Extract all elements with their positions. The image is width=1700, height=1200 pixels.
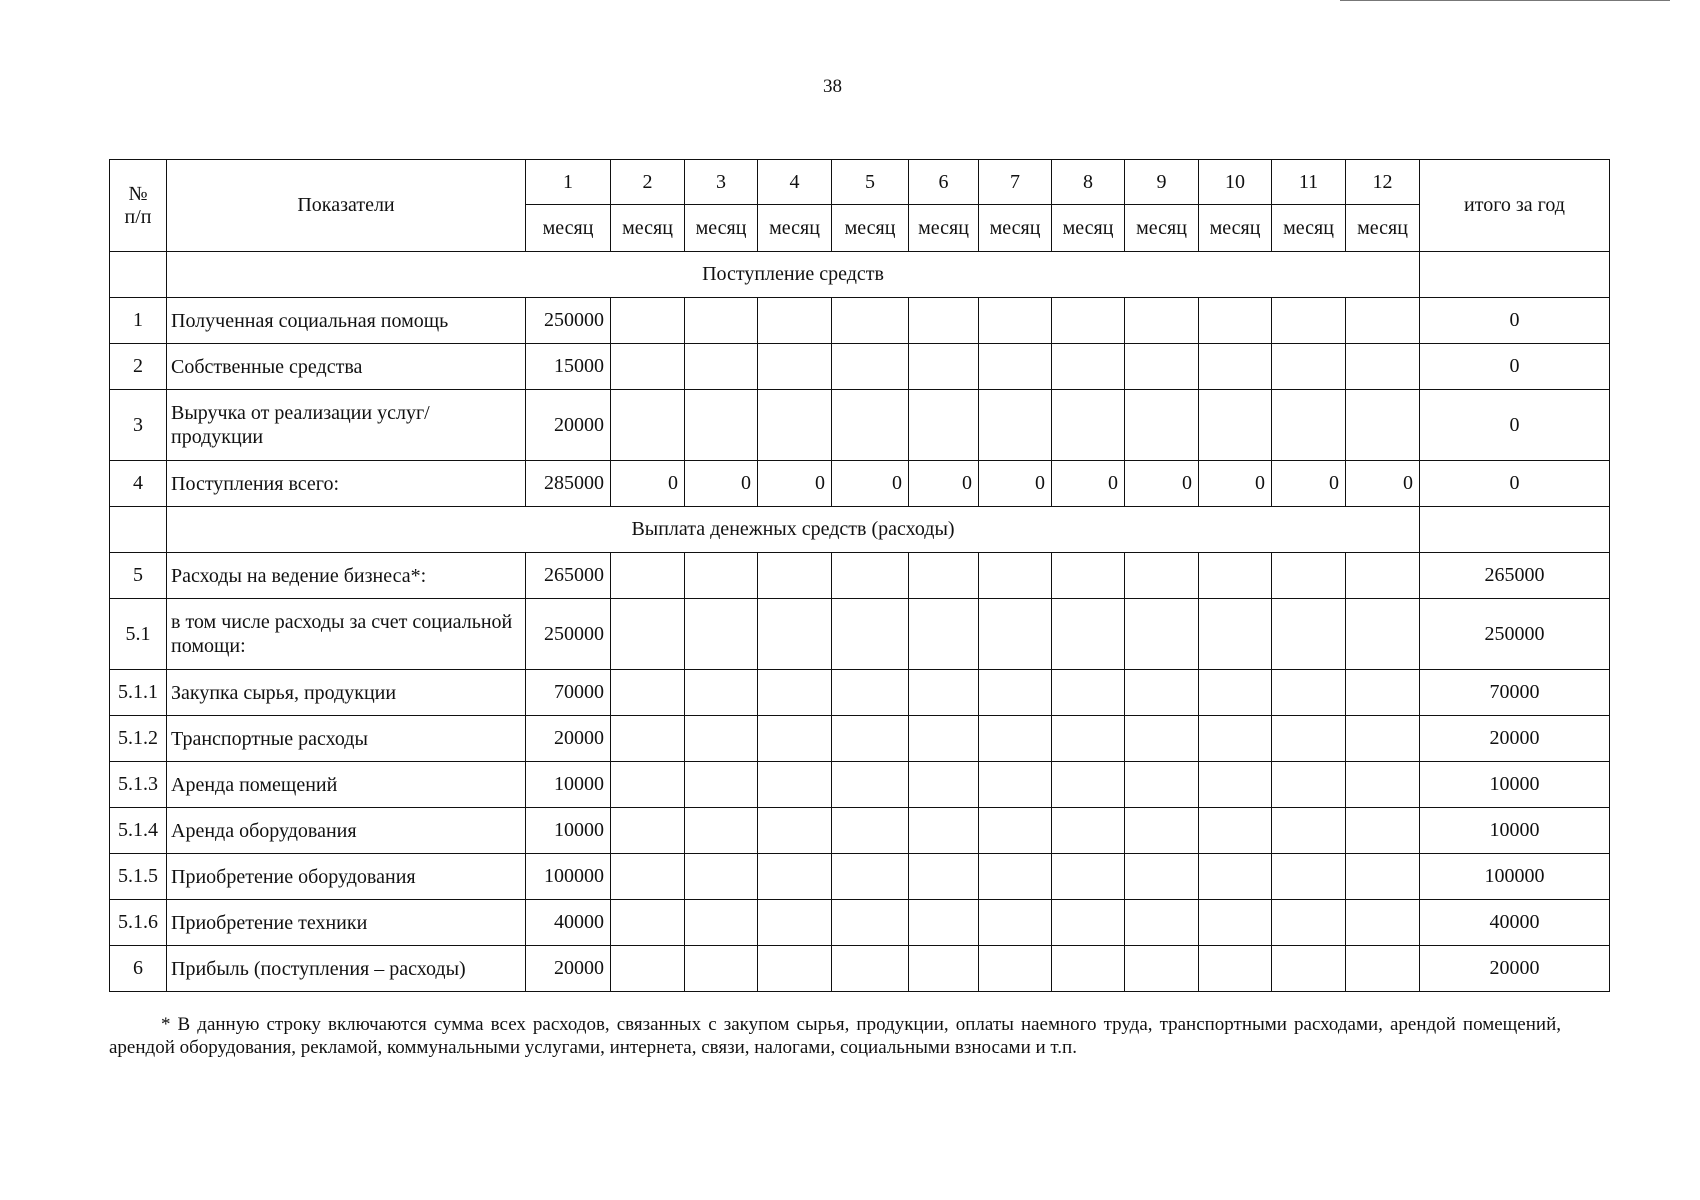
header-month-word: месяц <box>1052 205 1125 252</box>
month-value-cell <box>1125 808 1199 854</box>
row-total: 0 <box>1420 298 1610 344</box>
section-num-cell <box>110 507 167 553</box>
table-row <box>110 670 1610 716</box>
row-label: Закупка сырья, продукции <box>167 670 526 716</box>
month-value-cell <box>832 808 909 854</box>
header-month-word: месяц <box>1346 205 1420 252</box>
cash-flow-table <box>109 159 1610 992</box>
month-value-cell <box>1125 762 1199 808</box>
month-value-cell <box>979 900 1052 946</box>
month-value-cell: 20000 <box>526 390 611 461</box>
month-value-cell <box>611 670 685 716</box>
header-month-number: 3 <box>685 160 758 205</box>
row-label: Расходы на ведение бизнеса*: <box>167 553 526 599</box>
month-value-cell <box>611 900 685 946</box>
month-value-cell <box>611 599 685 670</box>
month-value-cell <box>909 298 979 344</box>
row-total: 0 <box>1420 390 1610 461</box>
month-value-cell <box>1346 344 1420 390</box>
month-value-cell <box>1272 553 1346 599</box>
header-month-number: 2 <box>611 160 685 205</box>
header-month-word: месяц <box>979 205 1052 252</box>
month-value-cell <box>1052 946 1125 992</box>
month-value-cell <box>1052 553 1125 599</box>
month-value-cell <box>685 298 758 344</box>
header-month-word: месяц <box>1125 205 1199 252</box>
month-value-cell <box>758 900 832 946</box>
month-value-cell: 15000 <box>526 344 611 390</box>
month-value-cell <box>832 599 909 670</box>
table-row <box>110 946 1610 992</box>
header-num-text: № <box>128 182 148 205</box>
month-value-cell <box>1199 298 1272 344</box>
month-value-cell <box>1125 344 1199 390</box>
month-value-cell <box>611 716 685 762</box>
month-value-cell <box>909 900 979 946</box>
month-value-cell <box>1052 390 1125 461</box>
row-total: 10000 <box>1420 808 1610 854</box>
month-value-cell <box>832 298 909 344</box>
section-header-row <box>110 507 1610 553</box>
month-value-cell <box>758 854 832 900</box>
month-value-cell <box>1272 344 1346 390</box>
month-value-cell <box>1052 298 1125 344</box>
month-value-cell <box>1272 900 1346 946</box>
month-value-cell <box>1272 298 1346 344</box>
month-value-cell: 0 <box>685 461 758 507</box>
month-value-cell <box>832 670 909 716</box>
section-title: Поступление средств <box>167 252 1420 298</box>
month-value-cell <box>611 854 685 900</box>
month-value-cell <box>979 854 1052 900</box>
month-value-cell: 0 <box>979 461 1052 507</box>
month-value-cell <box>1199 900 1272 946</box>
section-header-row <box>110 252 1610 298</box>
row-total: 100000 <box>1420 854 1610 900</box>
month-value-cell <box>758 946 832 992</box>
table-row <box>110 854 1610 900</box>
month-value-cell: 285000 <box>526 461 611 507</box>
table-row <box>110 599 1610 670</box>
row-number: 5 <box>110 553 167 599</box>
table-row <box>110 461 1610 507</box>
month-value-cell: 0 <box>1052 461 1125 507</box>
month-value-cell <box>1346 900 1420 946</box>
month-value-cell <box>979 344 1052 390</box>
month-value-cell <box>832 854 909 900</box>
month-value-cell: 100000 <box>526 854 611 900</box>
month-value-cell <box>685 946 758 992</box>
row-total: 40000 <box>1420 900 1610 946</box>
header-month-number: 12 <box>1346 160 1420 205</box>
month-value-cell <box>909 670 979 716</box>
header-month-number: 9 <box>1125 160 1199 205</box>
month-value-cell: 0 <box>1199 461 1272 507</box>
row-number: 1 <box>110 298 167 344</box>
table-row <box>110 298 1610 344</box>
table-row <box>110 344 1610 390</box>
month-value-cell <box>979 670 1052 716</box>
month-value-cell: 0 <box>611 461 685 507</box>
month-value-cell <box>1346 808 1420 854</box>
row-label: Поступления всего: <box>167 461 526 507</box>
month-value-cell <box>909 854 979 900</box>
month-value-cell <box>909 808 979 854</box>
month-value-cell <box>832 900 909 946</box>
row-total: 20000 <box>1420 946 1610 992</box>
month-value-cell <box>685 808 758 854</box>
row-number: 2 <box>110 344 167 390</box>
month-value-cell <box>832 762 909 808</box>
month-value-cell: 10000 <box>526 762 611 808</box>
month-value-cell <box>1272 946 1346 992</box>
month-value-cell <box>611 553 685 599</box>
row-label: Аренда оборудования <box>167 808 526 854</box>
month-value-cell <box>1272 716 1346 762</box>
month-value-cell <box>909 762 979 808</box>
month-value-cell <box>1125 670 1199 716</box>
month-value-cell <box>832 390 909 461</box>
month-value-cell <box>1125 553 1199 599</box>
month-value-cell <box>1346 670 1420 716</box>
month-value-cell <box>979 946 1052 992</box>
month-value-cell <box>611 808 685 854</box>
month-value-cell <box>979 553 1052 599</box>
table-row <box>110 390 1610 461</box>
month-value-cell <box>1272 762 1346 808</box>
month-value-cell: 70000 <box>526 670 611 716</box>
month-value-cell <box>611 946 685 992</box>
month-value-cell <box>1052 900 1125 946</box>
row-label: Прибыль (поступления – расходы) <box>167 946 526 992</box>
month-value-cell: 0 <box>1125 461 1199 507</box>
month-value-cell <box>1052 854 1125 900</box>
section-total-cell <box>1420 252 1610 298</box>
table-row <box>110 900 1610 946</box>
month-value-cell <box>1125 900 1199 946</box>
header-month-word: месяц <box>909 205 979 252</box>
row-label: Аренда помещений <box>167 762 526 808</box>
month-value-cell <box>1272 854 1346 900</box>
month-value-cell <box>758 599 832 670</box>
month-value-cell <box>1052 762 1125 808</box>
month-value-cell <box>611 762 685 808</box>
header-month-number: 5 <box>832 160 909 205</box>
row-label: Приобретение техники <box>167 900 526 946</box>
month-value-cell <box>1346 762 1420 808</box>
month-value-cell <box>1052 599 1125 670</box>
month-value-cell: 265000 <box>526 553 611 599</box>
header-month-word: месяц <box>685 205 758 252</box>
month-value-cell <box>1199 390 1272 461</box>
row-total: 20000 <box>1420 716 1610 762</box>
row-number: 5.1.1 <box>110 670 167 716</box>
month-value-cell <box>1125 390 1199 461</box>
row-number: 5.1.2 <box>110 716 167 762</box>
month-value-cell <box>685 900 758 946</box>
month-value-cell <box>909 344 979 390</box>
month-value-cell <box>685 553 758 599</box>
row-total: 250000 <box>1420 599 1610 670</box>
month-value-cell <box>1125 599 1199 670</box>
month-value-cell <box>909 946 979 992</box>
month-value-cell <box>979 599 1052 670</box>
month-value-cell <box>1272 670 1346 716</box>
month-value-cell <box>685 716 758 762</box>
month-value-cell <box>979 808 1052 854</box>
footnote: * В данную строку включаются сумма всех расходов, связанных с закупом сырья, продукции, оплаты наемного труда, транспортными расходами, арендой помещений, арендой оборудования, рекламой, коммунальными услугами, интернета, связи, налогами, социальными взносами и т.п. <box>109 1014 1561 1058</box>
row-number: 5.1 <box>110 599 167 670</box>
row-number: 5.1.3 <box>110 762 167 808</box>
header-total: итого за год <box>1420 160 1610 252</box>
row-total: 0 <box>1420 344 1610 390</box>
header-month-number: 6 <box>909 160 979 205</box>
month-value-cell <box>758 344 832 390</box>
month-value-cell <box>1052 716 1125 762</box>
month-value-cell <box>1199 344 1272 390</box>
month-value-cell <box>1199 854 1272 900</box>
row-total: 10000 <box>1420 762 1610 808</box>
row-total: 265000 <box>1420 553 1610 599</box>
month-value-cell <box>1272 390 1346 461</box>
month-value-cell <box>758 808 832 854</box>
header-month-word: месяц <box>526 205 611 252</box>
month-value-cell <box>758 553 832 599</box>
month-value-cell <box>611 344 685 390</box>
month-value-cell <box>832 553 909 599</box>
month-value-cell: 0 <box>909 461 979 507</box>
page-number: 38 <box>823 76 842 97</box>
month-value-cell: 0 <box>832 461 909 507</box>
row-number: 4 <box>110 461 167 507</box>
row-total: 70000 <box>1420 670 1610 716</box>
month-value-cell <box>1199 808 1272 854</box>
section-total-cell <box>1420 507 1610 553</box>
month-value-cell <box>1346 716 1420 762</box>
row-label: Транспортные расходы <box>167 716 526 762</box>
month-value-cell: 0 <box>758 461 832 507</box>
month-value-cell <box>611 298 685 344</box>
row-number: 5.1.5 <box>110 854 167 900</box>
header-month-number: 10 <box>1199 160 1272 205</box>
month-value-cell <box>685 762 758 808</box>
month-value-cell <box>909 599 979 670</box>
month-value-cell <box>832 344 909 390</box>
month-value-cell <box>1125 946 1199 992</box>
month-value-cell <box>909 553 979 599</box>
row-label: Приобретение оборудования <box>167 854 526 900</box>
month-value-cell <box>1125 298 1199 344</box>
row-total: 0 <box>1420 461 1610 507</box>
month-value-cell <box>1125 854 1199 900</box>
month-value-cell <box>758 390 832 461</box>
month-value-cell <box>1125 716 1199 762</box>
row-number: 3 <box>110 390 167 461</box>
month-value-cell <box>909 390 979 461</box>
month-value-cell <box>1199 553 1272 599</box>
month-value-cell <box>1052 808 1125 854</box>
header-month-word: месяц <box>832 205 909 252</box>
section-title: Выплата денежных средств (расходы) <box>167 507 1420 553</box>
month-value-cell <box>758 762 832 808</box>
header-indicators: Показатели <box>167 160 526 252</box>
month-value-cell: 0 <box>1346 461 1420 507</box>
month-value-cell <box>1346 599 1420 670</box>
row-number: 5.1.6 <box>110 900 167 946</box>
month-value-cell <box>1346 390 1420 461</box>
month-value-cell <box>1346 946 1420 992</box>
month-value-cell <box>758 670 832 716</box>
month-value-cell <box>832 946 909 992</box>
month-value-cell <box>1199 762 1272 808</box>
header-month-number: 8 <box>1052 160 1125 205</box>
month-value-cell <box>1199 716 1272 762</box>
table-row <box>110 553 1610 599</box>
month-value-cell <box>1052 670 1125 716</box>
month-value-cell: 20000 <box>526 946 611 992</box>
row-label: Полученная социальная помощь <box>167 298 526 344</box>
header-month-number: 11 <box>1272 160 1346 205</box>
month-value-cell <box>1199 670 1272 716</box>
month-value-cell <box>758 716 832 762</box>
month-value-cell <box>685 344 758 390</box>
header-month-word: месяц <box>758 205 832 252</box>
month-value-cell <box>979 298 1052 344</box>
top-rule <box>1340 0 1670 1</box>
table-row <box>110 762 1610 808</box>
row-label: в том числе расходы за счет социальной помощи: <box>167 599 526 670</box>
row-label: Собственные средства <box>167 344 526 390</box>
month-value-cell <box>1199 599 1272 670</box>
header-month-number: 4 <box>758 160 832 205</box>
month-value-cell <box>1346 854 1420 900</box>
month-value-cell <box>1346 553 1420 599</box>
month-value-cell <box>685 390 758 461</box>
month-value-cell <box>979 716 1052 762</box>
header-month-number: 7 <box>979 160 1052 205</box>
month-value-cell <box>1199 946 1272 992</box>
table-row <box>110 716 1610 762</box>
month-value-cell <box>832 716 909 762</box>
month-value-cell <box>1052 344 1125 390</box>
month-value-cell <box>1272 599 1346 670</box>
month-value-cell: 10000 <box>526 808 611 854</box>
header-month-word: месяц <box>611 205 685 252</box>
header-row-numbers <box>110 160 1610 205</box>
month-value-cell <box>1346 298 1420 344</box>
header-month-word: месяц <box>1199 205 1272 252</box>
month-value-cell <box>685 670 758 716</box>
table-body <box>110 252 1610 992</box>
month-value-cell: 0 <box>1272 461 1346 507</box>
header-month-number: 1 <box>526 160 611 205</box>
month-value-cell <box>685 599 758 670</box>
row-number: 5.1.4 <box>110 808 167 854</box>
header-month-word: месяц <box>1272 205 1346 252</box>
month-value-cell: 250000 <box>526 298 611 344</box>
section-num-cell <box>110 252 167 298</box>
row-label: Выручка от реализации услуг/продукции <box>167 390 526 461</box>
month-value-cell: 250000 <box>526 599 611 670</box>
month-value-cell: 40000 <box>526 900 611 946</box>
month-value-cell: 20000 <box>526 716 611 762</box>
header-num <box>110 160 167 252</box>
month-value-cell <box>909 716 979 762</box>
row-number: 6 <box>110 946 167 992</box>
month-value-cell <box>979 762 1052 808</box>
month-value-cell <box>758 298 832 344</box>
month-value-cell <box>611 390 685 461</box>
month-value-cell <box>1272 808 1346 854</box>
table-row <box>110 808 1610 854</box>
month-value-cell <box>685 854 758 900</box>
month-value-cell <box>979 390 1052 461</box>
header-num-text: п/п <box>124 205 152 228</box>
